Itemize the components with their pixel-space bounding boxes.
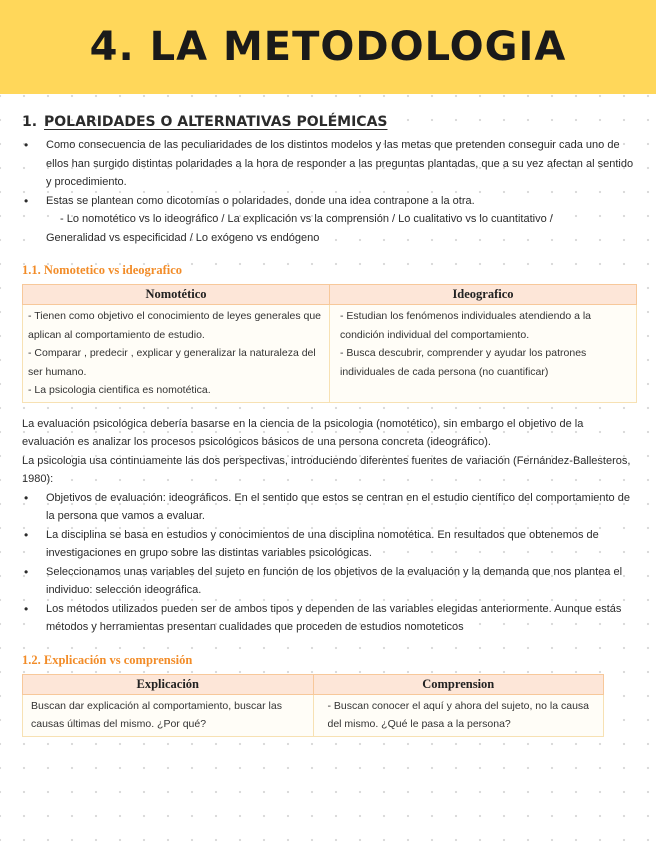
document-body (22, 114, 634, 737)
list-item: • Objetivos de evaluación: ideográficos. En el sentido que estos se centran en el estudio científico del comportamiento de la persona que vamos a evaluar. (22, 489, 634, 526)
subsection-title: 1.2. Explicación vs comprensión (22, 652, 193, 667)
polarities-line-1: - Lo nomotético vs lo ideográfico / La explicación vs la comprensión / Lo cualitativo vs lo cuantitativo / (60, 213, 553, 225)
section-bullet-list (22, 136, 634, 210)
cell-line: - Busca descubrir, comprender y ayudar los patrones individuales de cada persona (no cuantificar) (340, 347, 587, 378)
title-banner (0, 0, 656, 94)
page-title: 4. LA METODOLOGIA (89, 24, 567, 70)
evaluation-bullet-list (22, 489, 634, 637)
section-number: 1. (22, 114, 38, 130)
explanation-comprehension-table (22, 674, 604, 737)
polarities-line-2: Generalidad vs especificidad / Lo exógeno vs endógeno (46, 231, 320, 244)
table-header: Comprension (313, 674, 604, 694)
table-cell: - Buscan conocer el aquí y ahora del sujeto, no la causa del mismo. ¿Qué le pasa a la persona? (313, 694, 604, 736)
cell-line: - La psicologia cientifica es nomotética. (28, 384, 211, 396)
table-cell (330, 305, 637, 403)
nomotetic-ideographic-table (22, 284, 637, 403)
list-item: • Los métodos utilizados pueden ser de ambos tipos y dependen de las variables elegidas anteriormente. Aunque estás métodos y herramientas presentan cualidades que proceden de estudios nomoteticos (22, 600, 634, 637)
table-header: Ideografico (330, 285, 637, 305)
paragraph-line: La evaluación psicológica debería basarse en la ciencia de la psicologia (nomotético), sin embargo el objetivo de la evaluación es analizar los procesos psicológicos básicos de una persona concreta (ideográfico). (22, 417, 584, 448)
table-cell (23, 305, 330, 403)
table-header: Explicación (23, 674, 314, 694)
table-cell: Buscan dar explicación al comportamiento, buscar las causas últimas del mismo. ¿Por qué? (23, 694, 314, 736)
cell-line: - Tienen como objetivo el conocimiento de leyes generales que aplican al comportamiento de estudio. (28, 310, 322, 341)
section-title: POLARIDADES O ALTERNATIVAS POLÉMICAS (44, 114, 388, 130)
cell-line: - Comparar , predecir , explicar y generalizar la naturaleza del ser humano. (28, 347, 316, 378)
cell-line: - Estudian los fenómenos individuales atendiendo a la condición individual del comportamiento. (340, 310, 592, 341)
list-item: • Estas se plantean como dicotomías o polaridades, donde una idea contrapone a la otra. (22, 192, 634, 211)
evaluation-paragraph (22, 415, 634, 489)
list-item: • La disciplina se basa en estudios y conocimientos de una disciplina nomotética. En resultados que obtenemos de investigaciones en grupo sobre las distintas variables psicológicas. (22, 526, 634, 563)
section-heading (22, 114, 634, 130)
paragraph-line: La psicologia usa continuamente las dos perspectivas, introduciendo diferentes fuentes de variación (Fernández-Ballesteros, 1980): (22, 454, 631, 485)
table-header: Nomotético (23, 285, 330, 305)
subsection-title: 1.1. Nomotetico vs ideografico (22, 263, 183, 277)
list-item: • Seleccionamos unas variables del sujeto en función de los objetivos de la evaluación y la demanda que nos plantea el individuo: selección ideográfica. (22, 563, 634, 600)
list-item: • Como consecuencia de las peculiaridades de los distintos modelos y las metas que pretenden conseguir cada uno de ellos han surgido distintas polaridades a la hora de responder a las preguntas plantadas, que a su vez afectan al sentido y procedimiento. (22, 136, 634, 192)
